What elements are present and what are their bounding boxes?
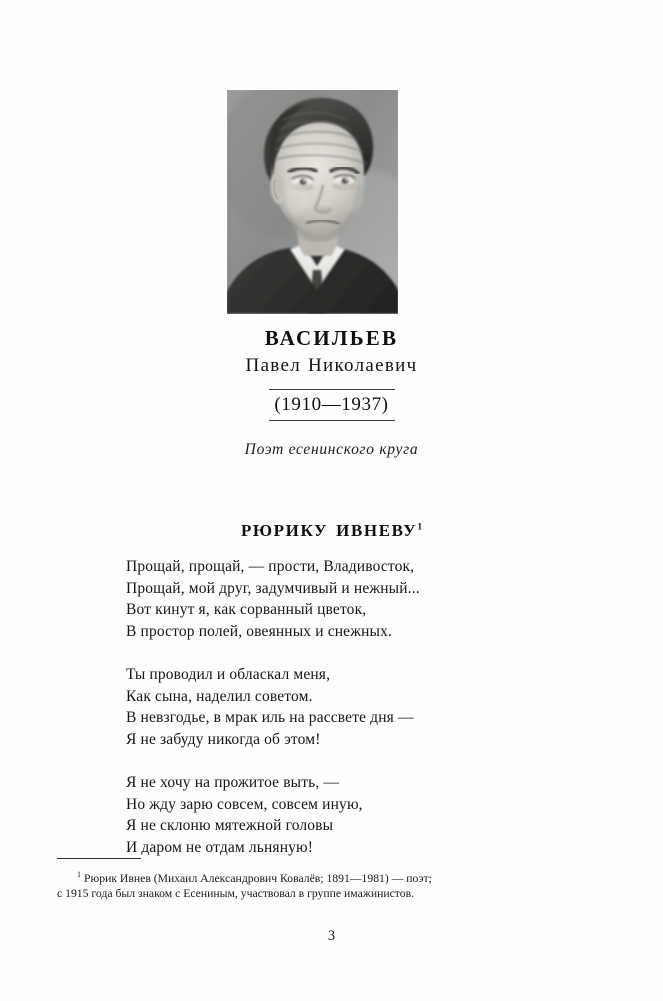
verse-line: Я не забуду никогда об этом!	[126, 730, 321, 748]
portrait-image	[227, 90, 398, 314]
verse-line: Прощай, прощай, — прости, Владивосток,	[126, 558, 415, 575]
life-dates-block	[0, 389, 663, 421]
poem-body	[126, 556, 546, 858]
poem-title-word-2: ИВНЕВУ	[336, 521, 418, 540]
verse-line: Ты проводил и обласкал меня,	[126, 666, 331, 683]
author-epithet: Поэт есенинского круга	[244, 441, 419, 458]
author-patronymic: Николаевич	[307, 355, 418, 377]
author-given-names	[0, 354, 663, 378]
life-dates: (1910—1937)	[274, 394, 389, 415]
footnote-line-1: Рюрик Ивнев (Михаил Александрович Ковалёв; 1891—1981) — поэт;	[84, 871, 432, 885]
footnote-line-2: с 1915 года был знаком с Есениным, участвовал в группе имажинистов.	[57, 887, 415, 901]
page-number: 3	[327, 928, 336, 944]
verse-line: В невзгодье, в мрак иль на рассвете дня —	[126, 709, 414, 726]
author-heading	[0, 327, 663, 378]
poem-title-word-1: РЮРИКУ	[240, 521, 329, 540]
footnote-marker: 1	[77, 870, 81, 879]
footnote-text	[57, 867, 569, 902]
verse-line: Я не хочу на прожитое выть, —	[126, 774, 340, 791]
portrait-photo	[227, 90, 398, 314]
author-surname: ВАСИЛЬЕВ	[264, 326, 399, 350]
verse-line: Но жду зарю совсем, совсем иную,	[126, 795, 363, 813]
rule-below-dates	[269, 420, 395, 421]
verse-line: Прощай, мой друг, задумчивый и нежный...	[126, 579, 420, 597]
footnote-block	[57, 858, 569, 902]
footnote-separator-rule	[57, 858, 141, 859]
verse-line: Я не склоню мятежной головы	[126, 817, 334, 834]
verse-line: В простор полей, овеянных и снежных.	[126, 622, 393, 640]
poem-title	[0, 521, 663, 541]
author-given-name: Павел	[245, 355, 301, 377]
verse-line: И даром не отдам льняную!	[126, 838, 314, 856]
verse-line: Как сына, наделил советом.	[126, 687, 313, 705]
poem-stanza	[126, 664, 546, 750]
poem-stanza	[126, 772, 546, 858]
footnote-reference-marker[interactable]: 1	[417, 522, 423, 533]
verse-line: Вот кинут я, как сорванный цветок,	[126, 601, 367, 618]
poem-stanza	[126, 556, 546, 642]
